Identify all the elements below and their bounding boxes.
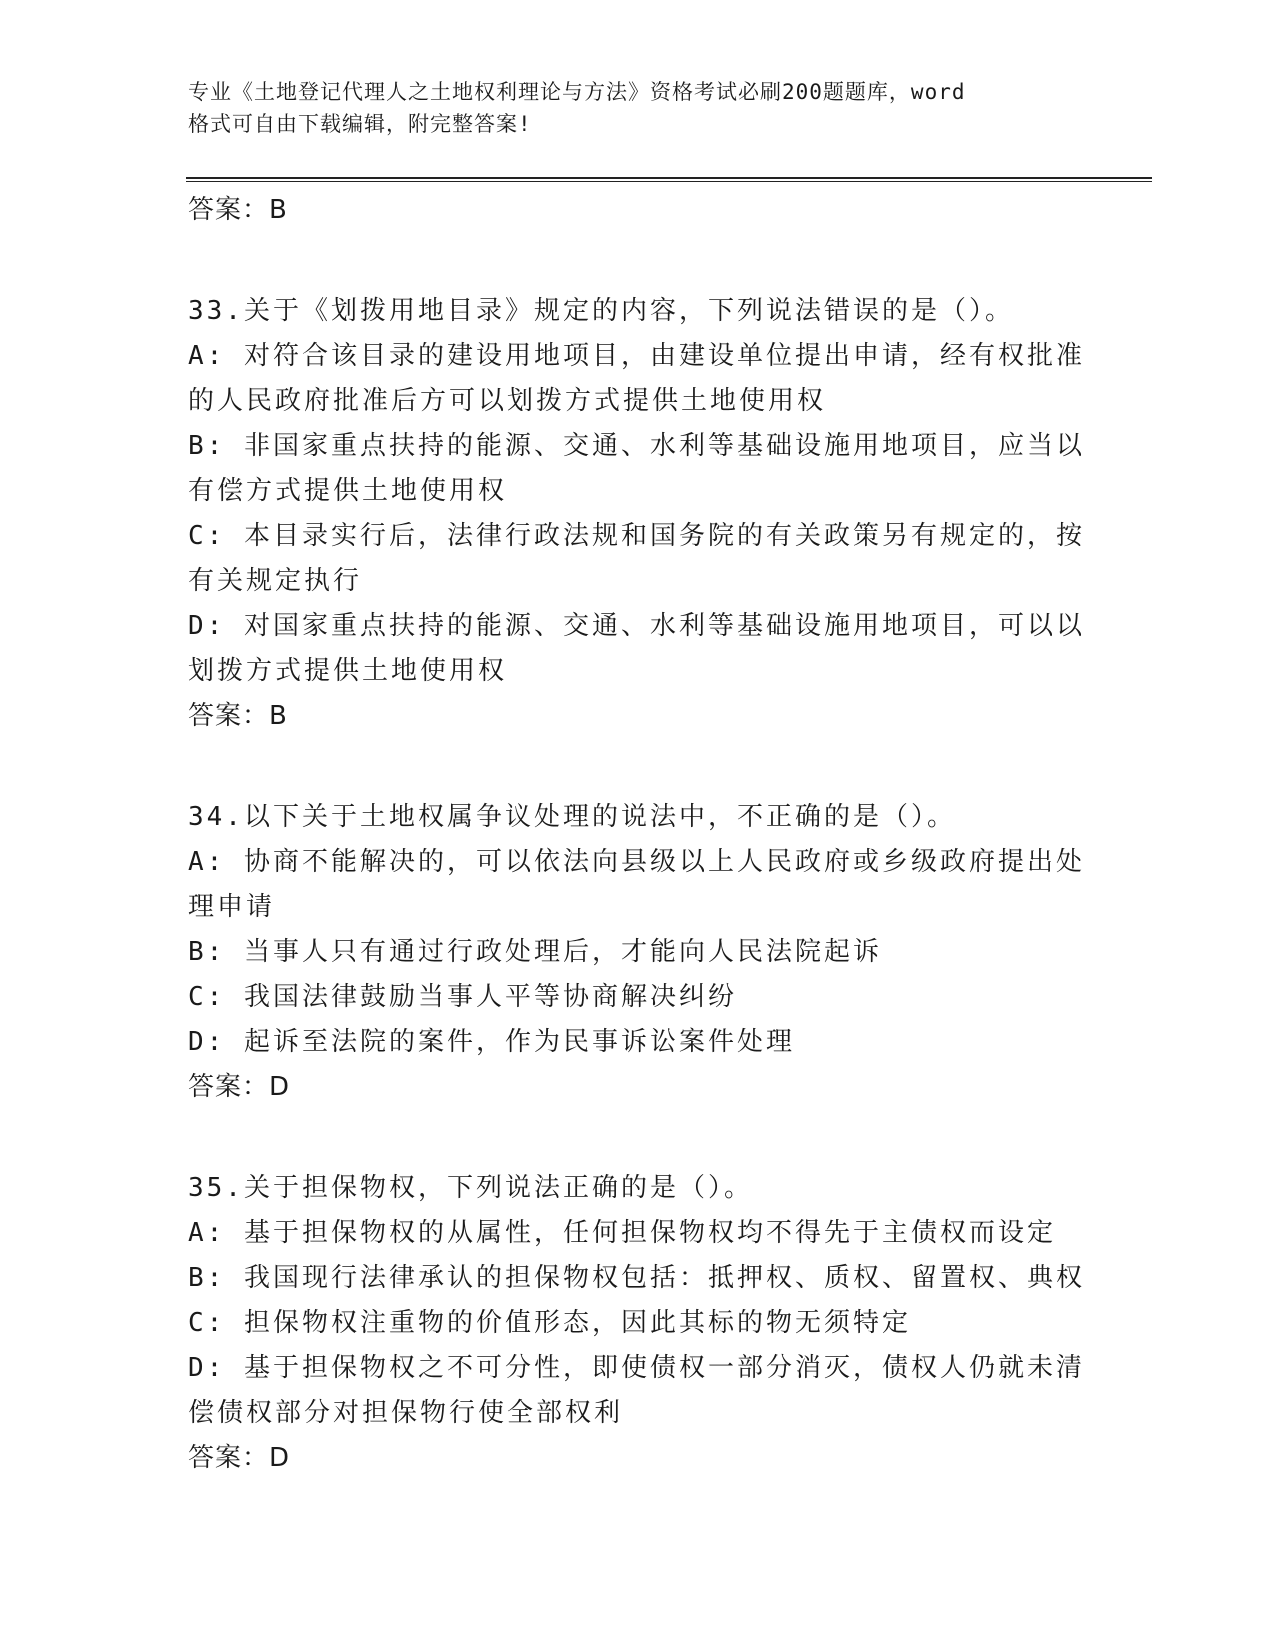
answer: 答案：D	[188, 1443, 291, 1473]
option-c: C: 我国法律鼓励当事人平等协商解决纠纷	[188, 982, 737, 1012]
answer: 答案：B	[188, 701, 288, 731]
option-b-line-1: B: 非国家重点扶持的能源、交通、水利等基础设施用地项目，应当以	[188, 431, 1085, 461]
option-a: A: 基于担保物权的从属性，任何担保物权均不得先于主债权而设定	[188, 1218, 1056, 1248]
option-a-line-1: A: 协商不能解决的，可以依法向县级以上人民政府或乡级政府提出处	[188, 847, 1085, 877]
option-d-line-1: D: 对国家重点扶持的能源、交通、水利等基础设施用地项目，可以以	[188, 611, 1085, 641]
option-a-line-2: 的人民政府批准后方可以划拨方式提供土地使用权	[188, 386, 827, 416]
option-d-line-2: 划拨方式提供土地使用权	[188, 656, 508, 686]
option-b-line-2: 有偿方式提供土地使用权	[188, 476, 508, 506]
question-stem: 33.关于《划拨用地目录》规定的内容，下列说法错误的是（）。	[188, 296, 1014, 326]
option-c-line-1: C: 本目录实行后，法律行政法规和国务院的有关政策另有规定的，按	[188, 521, 1085, 551]
option-c: C: 担保物权注重物的价值形态，因此其标的物无须特定	[188, 1308, 911, 1338]
question-stem: 35.关于担保物权，下列说法正确的是（）。	[188, 1173, 753, 1203]
header-divider	[186, 177, 1152, 182]
header-line-2: 格式可自由下载编辑，附完整答案!	[188, 112, 532, 136]
option-d-line-1: D: 基于担保物权之不可分性，即使债权一部分消灭，债权人仍就未清	[188, 1353, 1085, 1383]
previous-answer: 答案：B	[188, 195, 288, 225]
page-header	[188, 76, 1068, 140]
document-body	[188, 188, 1088, 1481]
option-d: D: 起诉至法院的案件，作为民事诉讼案件处理	[188, 1027, 795, 1057]
header-line-1: 专业《土地登记代理人之土地权利理论与方法》资格考试必刷200题题库，word	[188, 80, 966, 104]
option-a-line-1: A: 对符合该目录的建设用地项目，由建设单位提出申请，经有权批准	[188, 341, 1085, 371]
option-c-line-2: 有关规定执行	[188, 566, 363, 596]
option-a-line-2: 理申请	[188, 892, 276, 922]
question-35	[188, 1166, 1088, 1481]
answer: 答案：D	[188, 1072, 291, 1102]
question-34	[188, 795, 1088, 1110]
option-d-line-2: 偿债权部分对担保物行使全部权利	[188, 1398, 624, 1428]
option-b: B: 我国现行法律承认的担保物权包括：抵押权、质权、留置权、典权	[188, 1263, 1085, 1293]
question-33	[188, 289, 1088, 739]
question-stem: 34.以下关于土地权属争议处理的说法中，不正确的是（）。	[188, 802, 956, 832]
option-b: B: 当事人只有通过行政处理后，才能向人民法院起诉	[188, 937, 882, 967]
